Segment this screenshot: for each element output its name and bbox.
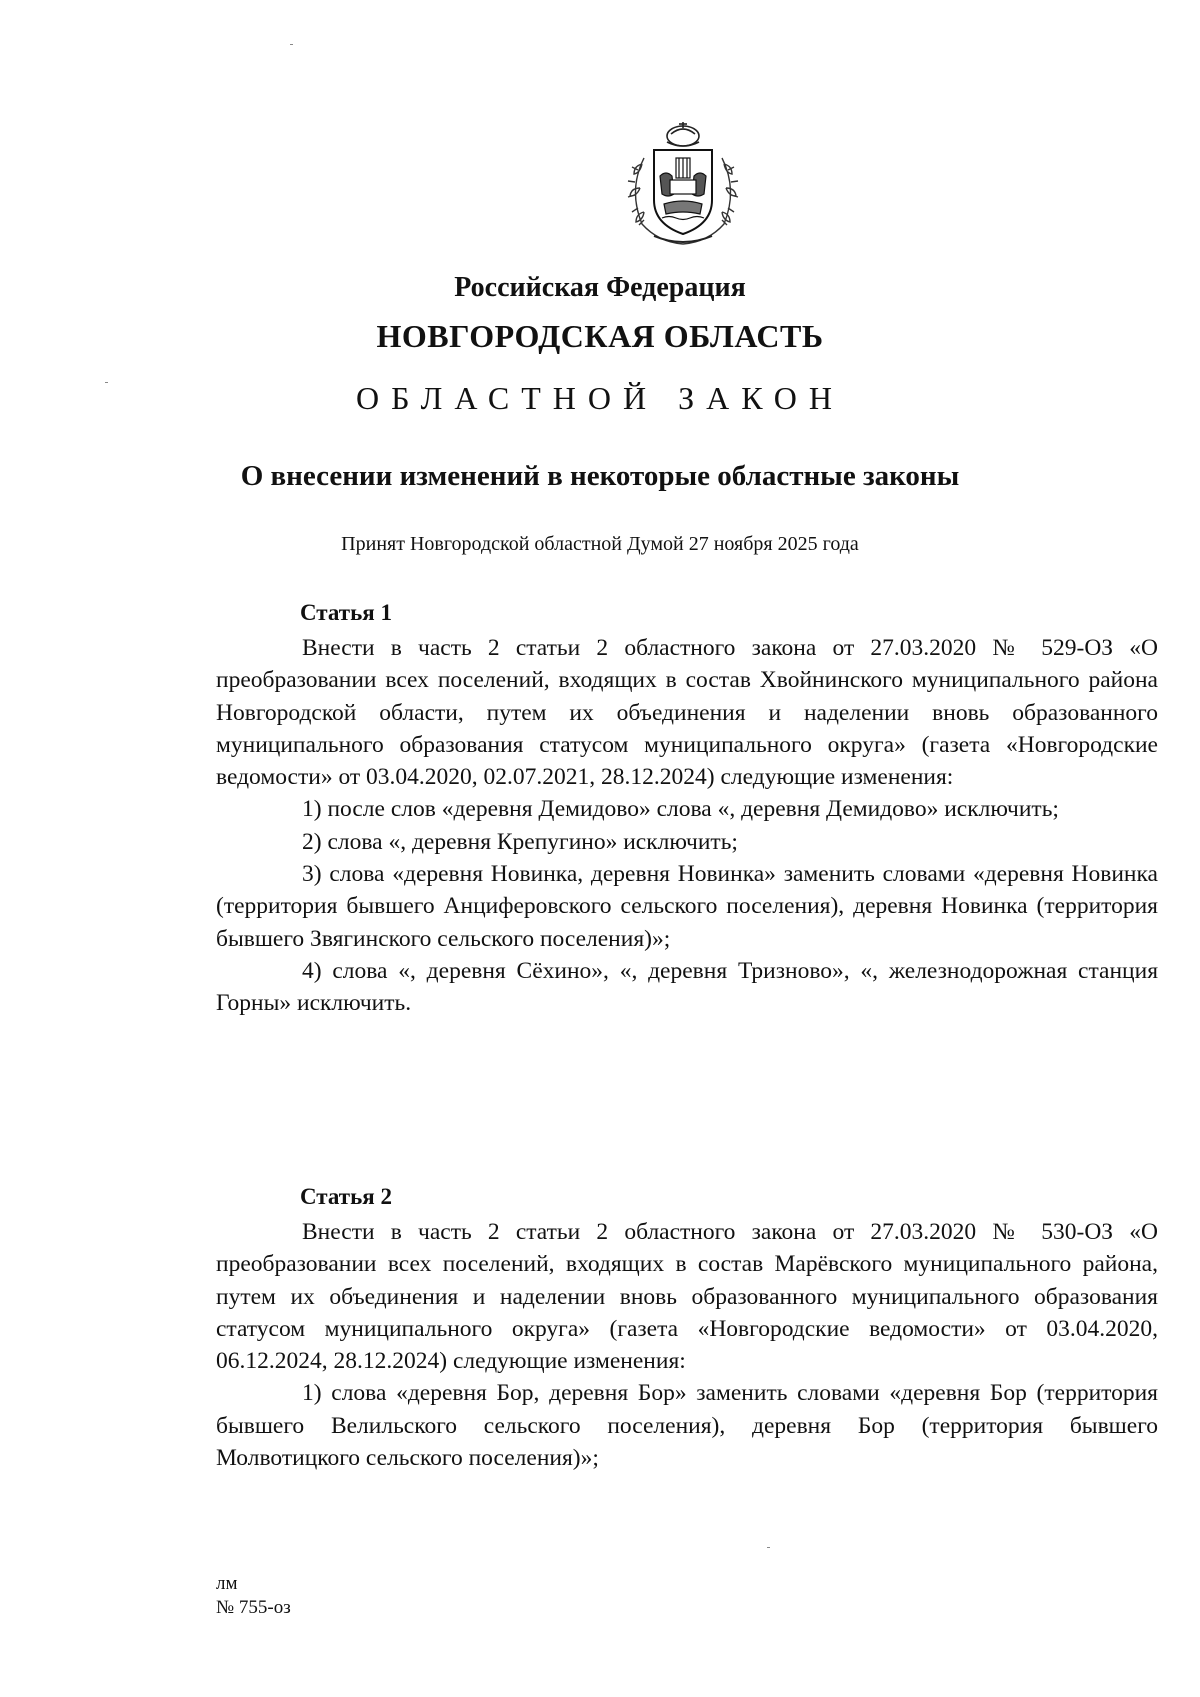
article-2-body <box>216 1216 1158 1474</box>
article-1-item-2: 2) слова «, деревня Крепугино» исключить; <box>302 828 738 855</box>
coat-of-arms-emblem <box>624 120 742 250</box>
article-2-item-1: 1) слова «деревня Бор, деревня Бор» заменить словами «деревня Бор (территория бывшего Велильского сельского поселения), деревня Бор (территория бывшего Молвотицкого сельского поселения)»; <box>216 1380 1158 1472</box>
law-title: О внесении изменений в некоторые областные законы <box>240 460 960 492</box>
article-1-body <box>216 632 1158 1020</box>
scan-speck <box>767 1547 770 1548</box>
article-1-heading: Статья 1 <box>300 600 392 625</box>
adoption-line: Принят Новгородской областной Думой 27 ноября 2025 года <box>341 533 859 555</box>
scan-speck <box>105 382 108 383</box>
article-1-paragraph: Внести в часть 2 статьи 2 областного закона от 27.03.2020 № 529-ОЗ «О преобразовании всех поселений, входящих в состав Хвойнинского муниципального района Новгородской области, путем их объединения и наделении вновь образованного муниципального образования статусом муниципального округа» (газета «Новгородские ведомости» от 03.04.2020, 02.07.2021, 28.12.2024) следующие изменения: <box>216 635 1158 791</box>
law-type-heading: ОБЛАСТНОЙ ЗАКОН <box>355 380 845 416</box>
document-number: № 755-оз <box>216 1597 291 1618</box>
article-2-heading: Статья 2 <box>300 1184 392 1209</box>
article-2-paragraph: Внести в часть 2 статьи 2 областного закона от 27.03.2020 № 530-ОЗ «О преобразовании всех поселений, входящих в состав Марёвского муниципального района, путем их объединения и наделении вновь образованного муниципального образования статусом муниципального округа» (газета «Новгородские ведомости» от 03.04.2020, 06.12.2024, 28.12.2024) следующие изменения: <box>216 1219 1158 1375</box>
document-footer <box>216 1572 291 1620</box>
region-heading: НОВГОРОДСКАЯ ОБЛАСТЬ <box>376 318 824 354</box>
federation-heading: Российская Федерация <box>454 272 746 303</box>
article-1-item-3: 3) слова «деревня Новинка, деревня Новинка» заменить словами «деревня Новинка (территория бывшего Анциферовского сельского поселения), деревня Новинка (территория бывшего Звягинского сельского поселения)»; <box>216 861 1158 952</box>
article-1-item-4: 4) слова «, деревня Сёхино», «, деревня Тризново», «, железнодорожная станция Горны» исключить. <box>216 957 1158 1017</box>
scan-speck <box>290 44 293 45</box>
executor-initials: лм <box>216 1573 238 1594</box>
article-1-item-1: 1) после слов «деревня Демидово» слова «, деревня Демидово» исключить; <box>302 796 1059 823</box>
